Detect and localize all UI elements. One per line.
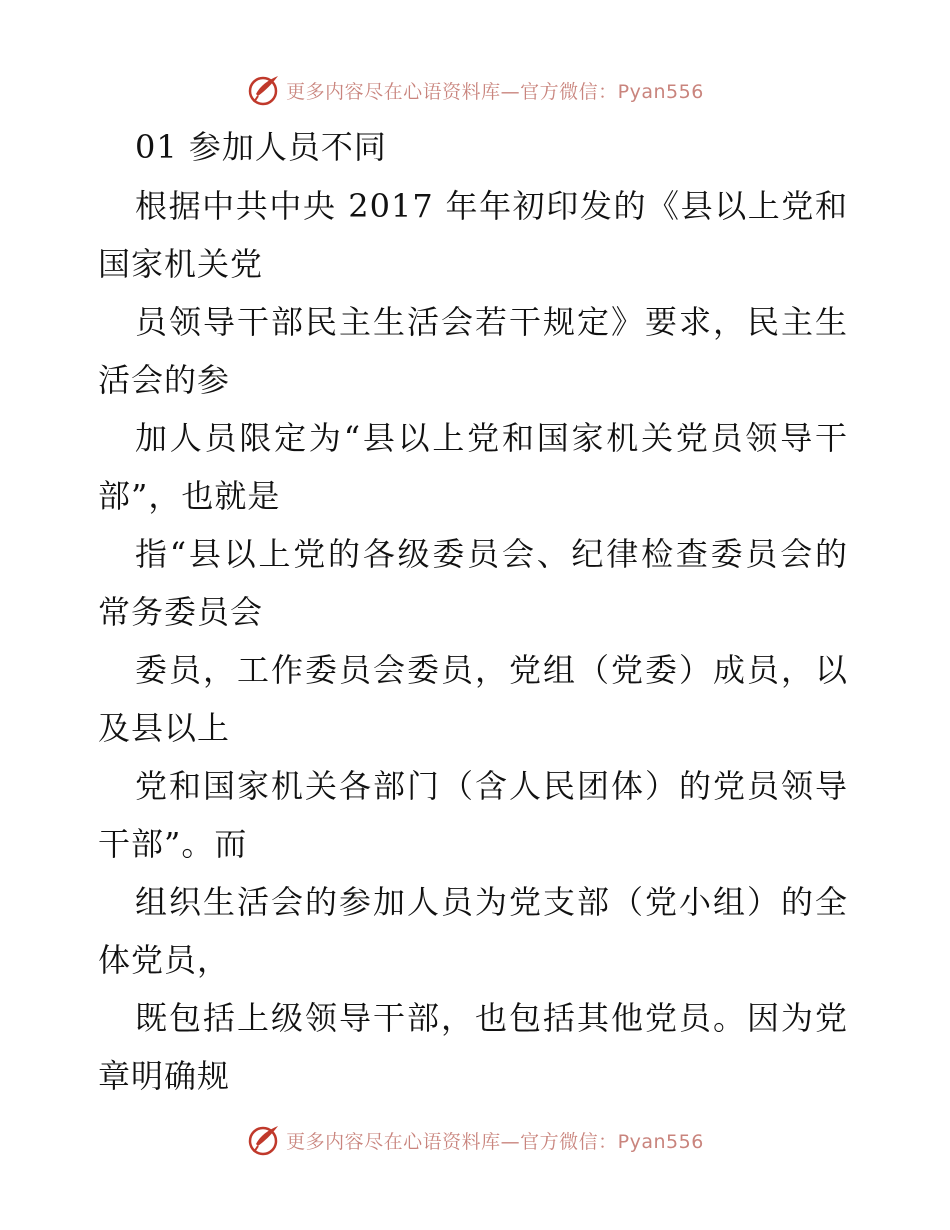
quill-logo-icon [246, 1122, 282, 1158]
paragraph-line: 既包括上级领导干部，也包括其他党员。因为党 [135, 999, 848, 1037]
paragraph-line: 国家机关党 [98, 245, 264, 283]
paragraph-line: 部”，也就是 [98, 477, 281, 515]
paragraph-line: 及县以上 [98, 709, 231, 747]
paragraph-line: 章明确规 [98, 1057, 231, 1095]
paragraph-line: 根据中共中央 2017 年年初印发的《县以上党和 [135, 187, 848, 225]
paragraph-line: 干部”。而 [98, 825, 248, 863]
watermark-text: 更多内容尽在心语资料库—官方微信：Pyan556 [286, 80, 704, 103]
watermark-text: 更多内容尽在心语资料库—官方微信：Pyan556 [286, 1130, 704, 1153]
paragraph-line: 委员，工作委员会委员，党组（党委）成员，以 [135, 651, 848, 689]
paragraph-line: 加人员限定为“县以上党和国家机关党员领导干 [135, 419, 848, 457]
footer-watermark [0, 1120, 950, 1160]
paragraph-line: 党和国家机关各部门（含人民团体）的党员领导 [135, 767, 848, 805]
paragraph-line: 体党员， [98, 941, 231, 979]
paragraph-line: 指“县以上党的各级委员会、纪律检查委员会的 [135, 535, 848, 573]
paragraph-line: 组织生活会的参加人员为党支部（党小组）的全 [135, 883, 848, 921]
paragraph-line: 常务委员会 [98, 593, 264, 631]
section-heading: 01 参加人员不同 [135, 128, 387, 166]
paragraph-line: 活会的参 [98, 361, 231, 399]
paragraph-line: 员领导干部民主生活会若干规定》要求，民主生 [135, 303, 848, 341]
